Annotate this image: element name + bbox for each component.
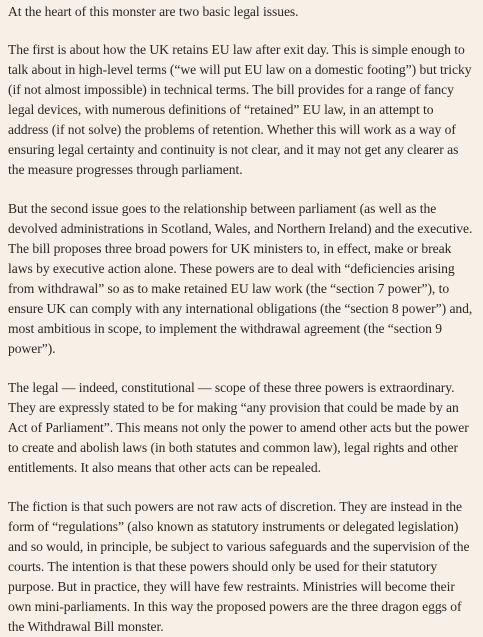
article-paragraph-retention: The first is about how the UK retains EU law after exit day. This is simple enough to talk about in high-level terms (“we will put EU law on a domestic footing”) but tricky (if not almost impossible) in technical terms. The bill provides for a range of fancy legal devices, with numerous definitions of “retained” EU law, in an attempt to address (if not solve) the problems of retention. Whether this will work as a way of ensuring legal certainty and continuity is not clear, and it may not get any clearer as the measure progresses through parliament. bbox=[8, 42, 472, 177]
article-paragraph-regulations: The fiction is that such powers are not raw acts of discretion. They are instead in the form of “regulations” (also known as statutory instruments or delegated legislation) and so would, in principle, be subject to various safeguards and the supervision of the courts. The intention is that these powers should only be used for their statutory purpose. But in practice, they will have few restraints. Ministries will become their own mini-parliaments. In this way the proposed powers are the three dragon eggs of the Withdrawal Bill monster. bbox=[8, 499, 470, 634]
article-paragraph-intro: At the heart of this monster are two basic legal issues. bbox=[8, 4, 299, 19]
article-paragraph-executive-powers: But the second issue goes to the relationship between parliament (as well as the devolved administrations in Scotland, Wales, and Northern Ireland) and the executive. The bill proposes three broad powers for UK ministers to, in effect, make or break laws by executive action alone. These powers are to deal with “deficiencies arising from withdrawal” so as to make retained EU law work (the “section 7 power”), to ensure UK can comply with any international obligations (the “section 8 power”) and, most ambitious in scope, to implement the withdrawal agreement (the “section 9 power”). bbox=[8, 201, 473, 356]
article-paragraph-scope: The legal — indeed, constitutional — scope of these three powers is extraordinary. They are expressly stated to be for making “any provision that could be made by an Act of Parliament”. This means not only the power to amend other acts but the power to create and abolish laws (in both statutes and common law), legal rights and other entitlements. It also means that other acts can be repealed. bbox=[8, 380, 469, 475]
